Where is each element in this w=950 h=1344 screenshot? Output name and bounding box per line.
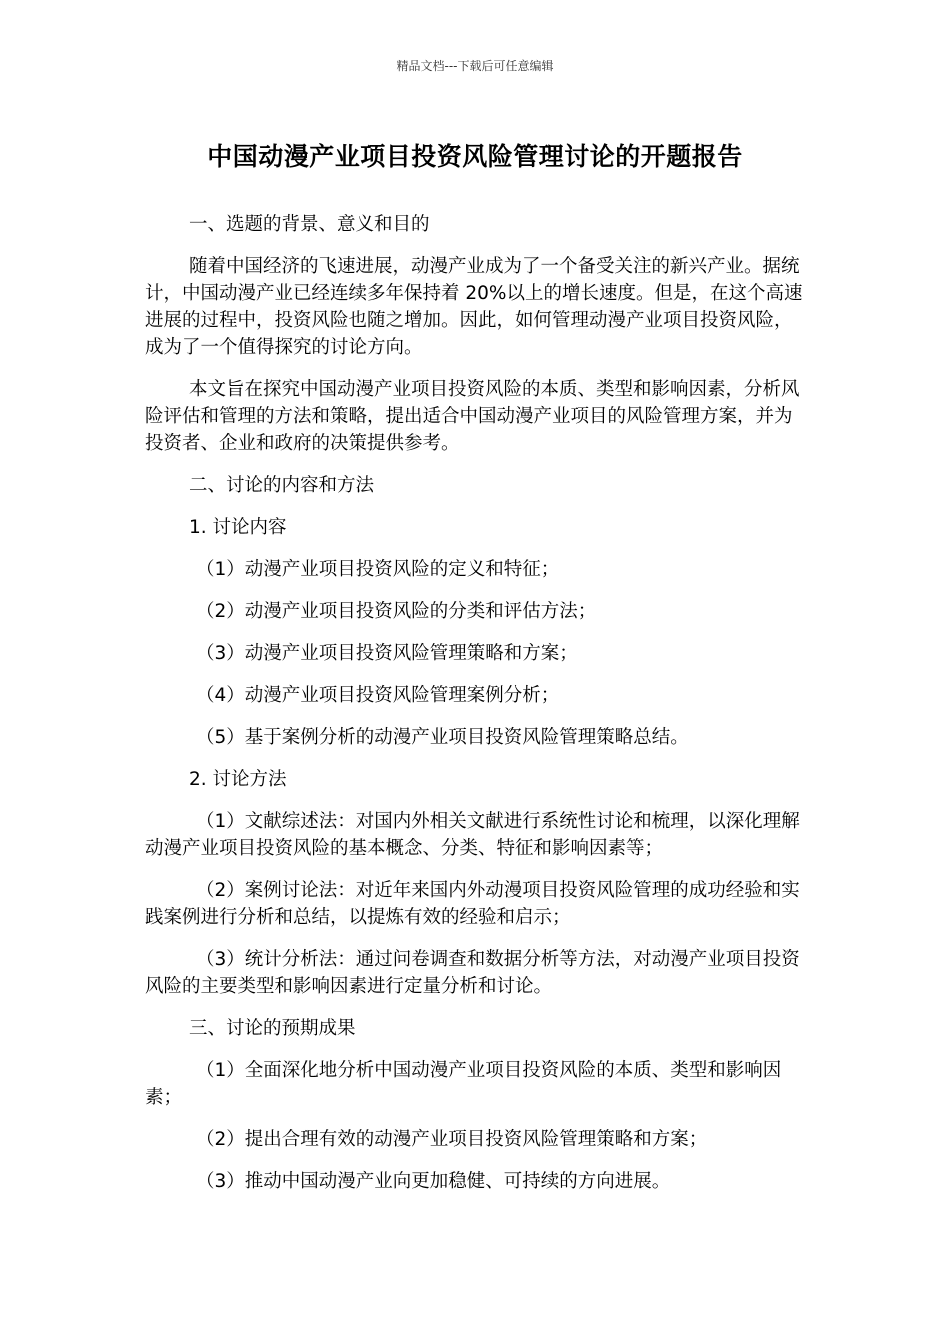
list-item: （2）动漫产业项目投资风险的分类和评估方法；: [196, 601, 597, 622]
document-title: 中国动漫产业项目投资风险管理讨论的开题报告: [207, 142, 743, 171]
list-item: （1）全面深化地分析中国动漫产业项目投资风险的本质、类型和影响因素；: [145, 1060, 782, 1108]
list-item: （5）基于案例分析的动漫产业项目投资风险管理策略总结。: [196, 727, 689, 748]
paragraph: 随着中国经济的飞速进展，动漫产业成为了一个备受关注的新兴产业。据统计，中国动漫产业已经连续多年保持着 20%以上的增长速度。但是，在这个高速进展的过程中，投资风险也随之增加。因此，如何管理动漫产业项目投资风险，成为了一个值得探究的讨论方向。: [145, 256, 803, 358]
section-heading: 三、讨论的预期成果: [189, 1018, 356, 1039]
list-item: （1）文献综述法：对国内外相关文献进行系统性讨论和梳理，以深化理解动漫产业项目投资风险的基本概念、分类、特征和影响因素等；: [145, 811, 800, 859]
subsection-heading: 1. 讨论内容: [189, 517, 287, 538]
header-note: 精品文档---下载后可任意编辑: [396, 59, 554, 73]
list-item: （3）统计分析法：通过问卷调查和数据分析等方法，对动漫产业项目投资风险的主要类型和影响因素进行定量分析和讨论。: [145, 949, 800, 997]
list-item: （3）动漫产业项目投资风险管理策略和方案；: [196, 643, 578, 664]
list-item: （2）案例讨论法：对近年来国内外动漫项目投资风险管理的成功经验和实践案例进行分析和总结，以提炼有效的经验和启示；: [145, 880, 800, 928]
list-item: （2）提出合理有效的动漫产业项目投资风险管理策略和方案；: [196, 1129, 708, 1150]
list-item: （4）动漫产业项目投资风险管理案例分析；: [196, 685, 560, 706]
list-item: （3）推动中国动漫产业向更加稳健、可持续的方向进展。: [196, 1171, 671, 1192]
list-item: （1）动漫产业项目投资风险的定义和特征；: [196, 559, 560, 580]
subsection-heading: 2. 讨论方法: [189, 769, 287, 790]
section-heading: 二、讨论的内容和方法: [189, 475, 375, 496]
document-body: [145, 211, 807, 1210]
section-heading: 一、选题的背景、意义和目的: [189, 214, 430, 235]
paragraph: 本文旨在探究中国动漫产业项目投资风险的本质、类型和影响因素，分析风险评估和管理的方法和策略，提出适合中国动漫产业项目的风险管理方案，并为投资者、企业和政府的决策提供参考。: [145, 379, 800, 454]
